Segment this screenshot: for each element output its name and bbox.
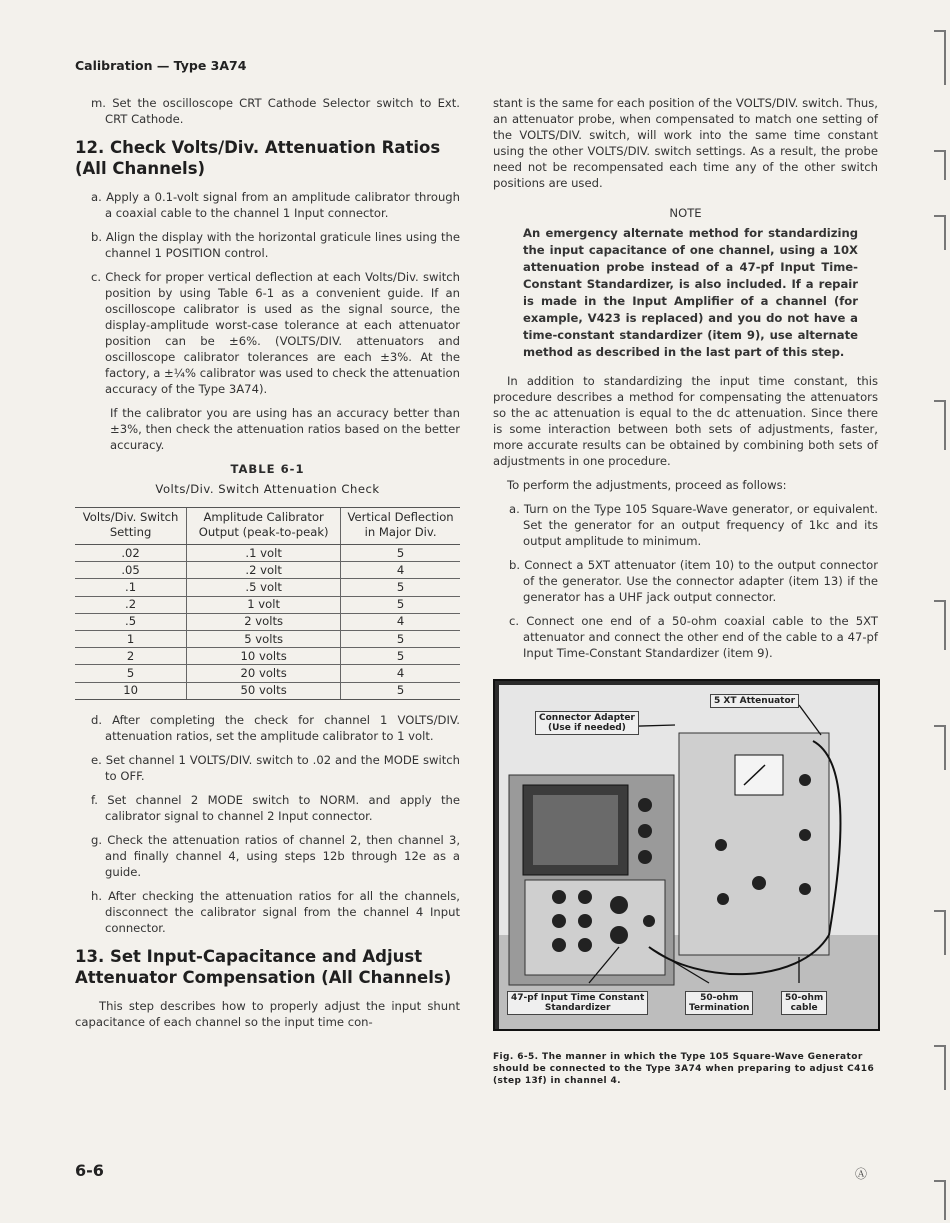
addition-paragraph: In addition to standardizing the input time constant, this procedure describes a method for compensating the attenuators so the ac attenuation is equal to the dc attenuation. Since there is some interaction between both sets of adjustments, faster, more accurate results can be obtained by combining both sets of adjustments in one procedure. (493, 374, 878, 468)
label-standardizer: 47-pf Input Time Constant Standardizer (507, 991, 648, 1015)
label-termination: 50-ohm Termination (685, 991, 753, 1015)
table-header-cell: Volts/Div. Switch Setting (75, 508, 187, 545)
table-title: TABLE 6-1 (230, 462, 305, 476)
table-cell: 5 (341, 579, 460, 596)
table-cell: 1 (75, 630, 187, 647)
running-header: Calibration — Type 3A74 (75, 58, 247, 73)
table-cell: .5 volt (187, 579, 341, 596)
table-cell: 10 (75, 682, 187, 699)
edge-mark (934, 600, 946, 650)
figure-6-5 (493, 679, 880, 1031)
equipment-illustration (499, 685, 878, 1029)
edge-mark (934, 150, 946, 180)
table-cell: .1 (75, 579, 187, 596)
table-cell: .2 (75, 596, 187, 613)
table-cell: .02 (75, 545, 187, 562)
table-subtitle: Volts/Div. Switch Attenuation Check (155, 482, 380, 496)
table-cell: 20 volts (187, 665, 341, 682)
table-cell: 50 volts (187, 682, 341, 699)
revision-mark: Ⓐ (855, 1167, 868, 1181)
edge-mark (934, 30, 946, 85)
section-heading-12: 12. Check Volts/Div. Attenuation Ratios (All Channels) (75, 138, 441, 178)
figure-caption: Fig. 6-5. The manner in which the Type 105 Square-Wave Generator should be connected to the Type 3A74 when preparing to adjust C416 (step 13f) in channel 4. (493, 1052, 875, 1086)
table-row (75, 665, 460, 682)
table-row (75, 596, 460, 613)
step-13a: a. Turn on the Type 105 Square-Wave generator, or equivalent. Set the generator for an output frequency of 1kc and its output amplitude to minimum. (509, 502, 878, 548)
table-row (75, 648, 460, 665)
table-cell: .1 volt (187, 545, 341, 562)
left-column (75, 95, 460, 1038)
table-cell: 2 volts (187, 613, 341, 630)
label-5xt-attenuator: 5 XT Attenuator (710, 694, 799, 708)
edge-mark (934, 400, 946, 450)
step-12h: h. After checking the attenuation ratios for all the channels, disconnect the calibrator signal from the channel 4 Input connector. (91, 888, 460, 935)
step-13c: c. Connect one end of a 50-ohm coaxial cable to the 5XT attenuator and connect the other end of the cable to a 47-pf Input Time-Constant Standardizer (item 9). (509, 614, 878, 660)
section-13-continued: stant is the same for each position of the VOLTS/DIV. switch. Thus, an attenuator probe, when compensated to match one setting of the VOLTS/DIV. switch, will work into the same time constant using the other VOLTS/DIV. switch settings. As a result, the probe need not be recompensated each time any of the other switch positions are used. (493, 96, 878, 190)
table-cell: .5 (75, 613, 187, 630)
step-12g: g. Check the attenuation ratios of channel 2, then channel 3, and finally channel 4, using steps 12b through 12e as a guide. (91, 832, 460, 879)
generator-meter (735, 755, 783, 795)
table-cell: 5 (341, 648, 460, 665)
step-12f: f. Set channel 2 MODE switch to NORM. and apply the calibrator signal to channel 2 Input connector. (91, 792, 460, 823)
edge-mark (934, 1045, 946, 1090)
step-12m: m. Set the oscilloscope CRT Cathode Selector switch to Ext. CRT Cathode. (91, 96, 460, 126)
step-12c: c. Check for proper vertical deflection at each Volts/Div. switch position by using Table 6-1 as a convenient guide. If an oscilloscope calibrator is used as the signal source, the display-amplitude worst-case tolerance at each attenuator position can be ±6%. (VOLTS/DIV. attenuators and oscilloscope calibrator tolerances are each ±3%. At the factory, a ±¼% calibrator was used to check the attenuation accuracy of the Type 3A74). (91, 270, 460, 396)
table-cell: 5 (341, 682, 460, 699)
table-cell: 1 volt (187, 596, 341, 613)
step-12c-note: If the calibrator you are using has an accuracy better than ±3%, then check the attenuation ratios based on the better accuracy. (110, 406, 460, 452)
table-header-cell: Vertical Deflection in Major Div. (341, 508, 460, 545)
table-cell: 4 (341, 613, 460, 630)
section-heading-13: 13. Set Input-Capacitance and Adjust Attenuator Compensation (All Channels) (75, 946, 452, 987)
table-row (75, 545, 460, 562)
table-header-cell: Amplitude Calibrator Output (peak-to-peak) (187, 508, 341, 545)
page-number: 6-6 (75, 1161, 104, 1180)
table-cell: .05 (75, 562, 187, 579)
table-cell: .2 volt (187, 562, 341, 579)
step-12a: a. Apply a 0.1-volt signal from an amplitude calibrator through a coaxial cable to the channel 1 Input connector. (91, 190, 460, 220)
table-cell: 5 volts (187, 630, 341, 647)
table-cell: 4 (341, 665, 460, 682)
note-title: NOTE (669, 206, 702, 220)
table-cell: 5 (341, 596, 460, 613)
note-body: An emergency alternate method for standardizing the input capacitance of one channel, using a 10X attenuation probe instead of a 47-pf Input Time-Constant Standardizer, is also included. If a repair is made in the Input Amplifier of a channel (for example, V423 is replaced) and you do not have a time-constant standardizer (item 9), use alternate method as described in the last part of this step. (523, 226, 858, 359)
step-12e: e. Set channel 1 VOLTS/DIV. switch to .02 and the MODE switch to OFF. (91, 752, 460, 783)
table-cell: 5 (341, 630, 460, 647)
table-cell: 5 (75, 665, 187, 682)
edge-mark (934, 1180, 946, 1220)
step-12b: b. Align the display with the horizontal graticule lines using the channel 1 POSITION control. (91, 230, 460, 260)
equipment-photo (499, 685, 878, 1029)
table-row (75, 579, 460, 596)
table-header-row (75, 508, 460, 545)
section-13-intro: This step describes how to properly adjust the input shunt capacitance of each channel so the input time con- (75, 998, 460, 1029)
perform-intro: To perform the adjustments, proceed as follows: (507, 478, 787, 492)
table-cell: 2 (75, 648, 187, 665)
table-row (75, 562, 460, 579)
table-cell: 10 volts (187, 648, 341, 665)
table-row (75, 613, 460, 630)
label-cable: 50-ohm cable (781, 991, 827, 1015)
table-row (75, 630, 460, 647)
table-cell: 4 (341, 562, 460, 579)
table-cell: 5 (341, 545, 460, 562)
edge-mark (934, 725, 946, 770)
attenuation-table (75, 507, 460, 700)
step-12d: d. After completing the check for channel 1 VOLTS/DIV. attenuation ratios, set the amplitude calibrator to 1 volt. (91, 712, 460, 743)
right-column (493, 95, 878, 1087)
edge-mark (934, 215, 946, 250)
crt-screen (533, 795, 618, 865)
edge-mark (934, 910, 946, 955)
step-13b: b. Connect a 5XT attenuator (item 10) to the output connector of the generator. Use the connector adapter (item 13) if the generator has a UHF jack output connector. (509, 558, 878, 604)
plugin-front-panel (525, 880, 665, 975)
table-row (75, 682, 460, 699)
label-connector-adapter: Connector Adapter (Use if needed) (535, 711, 639, 735)
